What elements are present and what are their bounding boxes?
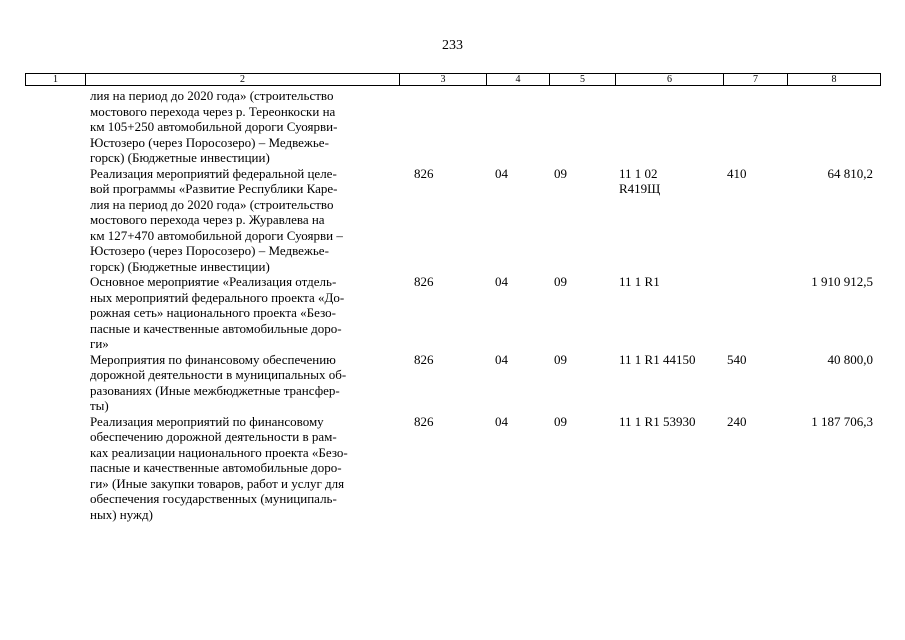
table-row xyxy=(25,88,880,166)
description-line: пасные и качественные автомобильные доро- xyxy=(90,460,342,475)
description-line: вой программы «Развитие Республики Каре- xyxy=(90,181,338,196)
ministry-code: 826 xyxy=(414,274,434,289)
header-col-3: 3 xyxy=(400,74,487,86)
subsection-code: 09 xyxy=(554,351,567,367)
description-line: пасные и качественные автомобильные доро- xyxy=(90,320,342,336)
description-line: Мероприятия по финансовому обеспечению xyxy=(90,351,336,367)
header-col-6: 6 xyxy=(616,74,724,86)
amount: 40 800,0 xyxy=(827,351,873,367)
row-description xyxy=(25,166,405,275)
ministry-code: 826 xyxy=(414,351,434,367)
description-line: Реализация мероприятий по финансовому xyxy=(90,413,324,429)
description-line: км 127+470 автомобильной дороги Суоярви – xyxy=(90,227,343,243)
table-row xyxy=(25,414,880,523)
table-row xyxy=(25,166,880,275)
description-line: Реализация мероприятий федеральной целе- xyxy=(90,165,337,181)
header-col-8: 8 xyxy=(788,74,881,86)
description-line: ги» (Иные закупки товаров, работ и услуг для xyxy=(90,475,345,491)
section-code: 04 xyxy=(495,165,508,181)
table-row xyxy=(25,352,880,414)
expense-type-code: 240 xyxy=(727,413,747,429)
description-line: ных) нужд) xyxy=(90,506,153,522)
target-article-code: 11 1 02 R419Щ xyxy=(619,165,661,196)
description-line: ных мероприятий федерального проекта «До- xyxy=(90,289,345,305)
section-code: 04 xyxy=(495,274,508,289)
expense-type-code: 410 xyxy=(727,165,747,181)
description-line: Юстозеро (через Поросозеро) – Медвежье- xyxy=(90,243,329,258)
description-line: горск) (Бюджетные инвестиции) xyxy=(90,258,270,274)
description-line: Юстозеро (через Поросозеро) – Медвежье- xyxy=(90,134,329,150)
description-line: мостового перехода через р. Тереонкоски на xyxy=(90,103,336,119)
description-line: дорожной деятельности в муниципальных об- xyxy=(90,367,347,382)
section-code: 04 xyxy=(495,413,508,429)
description-line: рожная сеть» национального проекта «Безо- xyxy=(90,305,336,320)
header-col-2: 2 xyxy=(86,74,400,86)
description-line: лия на период до 2020 года» (строительство xyxy=(90,196,334,212)
target-article-code: 11 1 R1 53930 xyxy=(619,413,696,429)
description-line: разованиях (Иные межбюджетные трансфер- xyxy=(90,382,340,398)
header-col-4: 4 xyxy=(487,74,550,86)
row-description xyxy=(25,88,405,166)
header-col-1: 1 xyxy=(26,74,86,86)
description-line: лия на период до 2020 года» (строительство xyxy=(90,88,334,103)
expense-type-code: 540 xyxy=(727,351,747,367)
section-code: 04 xyxy=(495,351,508,367)
header-col-5: 5 xyxy=(550,74,616,86)
description-line: км 105+250 автомобильной дороги Суоярви- xyxy=(90,119,338,134)
table-row xyxy=(25,274,880,352)
page-number: 233 xyxy=(442,38,463,53)
ministry-code: 826 xyxy=(414,165,434,181)
description-line: обеспечения государственных (муниципаль- xyxy=(90,491,337,506)
subsection-code: 09 xyxy=(554,274,567,289)
description-line: Основное мероприятие «Реализация отдель- xyxy=(90,274,337,289)
target-article-code: 11 1 R1 xyxy=(619,274,660,289)
subsection-code: 09 xyxy=(554,165,567,181)
row-description xyxy=(25,352,405,414)
description-line: ги» xyxy=(90,336,109,351)
description-line: горск) (Бюджетные инвестиции) xyxy=(90,150,270,165)
amount: 1 187 706,3 xyxy=(811,413,873,429)
budget-rows xyxy=(25,88,880,522)
target-article-code: 11 1 R1 44150 xyxy=(619,351,696,367)
description-line: ках реализации национального проекта «Безо- xyxy=(90,444,348,460)
description-line: мостового перехода через р. Журавлева на xyxy=(90,212,325,227)
amount: 64 810,2 xyxy=(827,165,873,181)
subsection-code: 09 xyxy=(554,413,567,429)
description-line: обеспечению дорожной деятельности в рам- xyxy=(90,429,337,444)
column-number-header xyxy=(25,73,881,86)
ministry-code: 826 xyxy=(414,413,434,429)
description-line: ты) xyxy=(90,398,109,413)
row-description xyxy=(25,414,405,523)
amount: 1 910 912,5 xyxy=(811,274,873,289)
row-description xyxy=(25,274,405,352)
header-col-7: 7 xyxy=(724,74,788,86)
